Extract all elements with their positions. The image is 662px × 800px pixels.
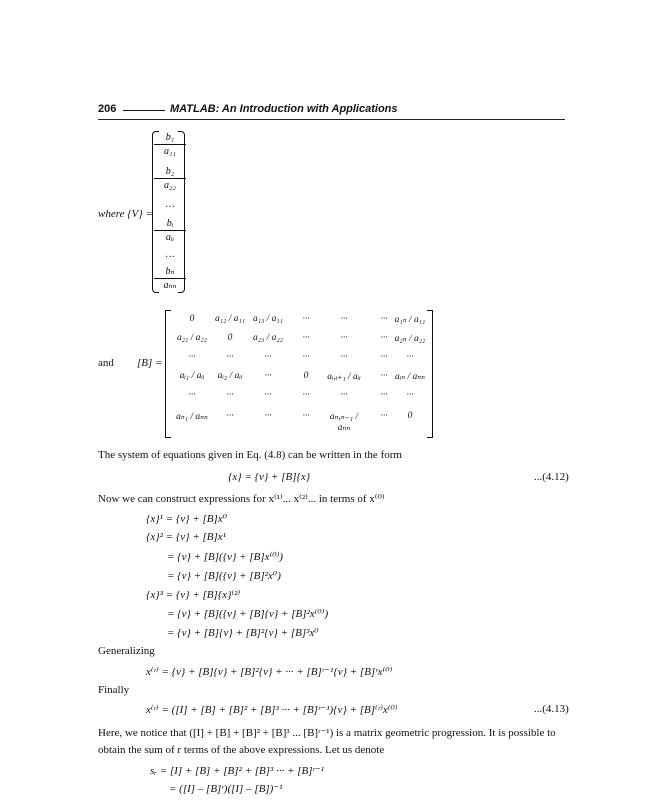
derivation-line-4: = {v} + [B]({v} + [B]²x⁰) [167,570,281,582]
v-num-2: b₂ [165,166,175,177]
matrix-cell-r2-c1: a₂₁ / a₂₂ [176,333,208,343]
matrix-cell-r3-c5: ··· [340,352,348,362]
equation-number-4-13: ...(4.13) [534,703,569,715]
v-entry-n [154,266,186,291]
matrix-cell-r2-c6: ··· [380,333,388,343]
v-num-i: bᵢ [166,218,174,229]
running-title: MATLAB: An Introduction with Applications [170,103,398,115]
derivation-line-2: {x}² = {v} + [B]x¹ [146,531,226,543]
matrix-cell-r6-c7: 0 [407,411,413,421]
matrix-cell-r3-c6: ··· [380,352,388,362]
sum-equation-2: = ([I] – [B]ʳ)([I] – [B])⁻¹ [169,783,283,795]
equation-general: x⁽ʳ⁾ = {v} + [B]{v} + [B]²{v} + ··· + [B]ʳ⁻¹{v} + [B]ʳx⁽⁰⁾ [146,666,393,678]
matrix-cell-r5-c6: ··· [380,390,388,400]
matrix-cell-r4-c4: 0 [303,371,309,381]
v-den-1: a₁₁ [164,146,176,157]
matrix-cell-r1-c2: a₁₂ / a₁₁ [214,314,246,324]
v-dots-2: ··· [165,252,175,263]
matrix-cell-r4-c3: ··· [264,371,272,381]
matrix-cell-r2-c4: ··· [302,333,310,343]
matrix-cell-r5-c4: ··· [302,390,310,400]
derivation-line-6: = {v} + [B]({v} + [B]{v} + [B]²x⁽⁰⁾) [167,608,329,620]
matrix-cell-r1-c3: a₁₃ / a₁₁ [252,314,284,324]
matrix-cell-r2-c7: a₂ₙ / a₂₂ [394,334,426,344]
matrix-cell-r4-c1: aᵢ₁ / aᵢᵢ [179,371,205,381]
matrix-cell-r3-c4: ··· [302,352,310,362]
header-rule [98,119,565,120]
matrix-cell-r6-c6: ··· [380,411,388,421]
derivation-line-7: = {v} + [B]{v} + [B]²{v} + [B]³x⁰ [167,627,319,639]
equation-4-13: x⁽ʳ⁾ = ([I] + [B] + [B]² + [B]³ ··· + [B]ʳ⁻¹){v} + [B]⁽ʳ⁾x⁽⁰⁾ [146,704,398,716]
matrix-cell-r1-c4: ··· [302,314,310,324]
sum-equation-1: sᵣ = [I] + [B] + [B]² + [B]³ ··· + [B]ʳ⁻¹ [150,765,325,777]
page-number: 206 [98,103,117,115]
v-entry-2 [154,166,186,191]
matrix-cell-r2-c5: ··· [340,333,348,343]
matrix-cell-r6-c4: ··· [302,411,310,421]
matrix-cell-r4-c2: aᵢ₂ / aᵢᵢ [217,371,243,381]
v-num-n: bₙ [165,266,175,277]
matrix-cell-r6-c3: ··· [264,411,272,421]
matrix-and-label: and [98,357,114,369]
equation-4-12: {x} = {v} + [B]{x} [228,471,311,483]
matrix-cell-r3-c2: ··· [226,352,234,362]
v-den-n: aₙₙ [163,280,177,291]
matrix-b [168,312,430,436]
header-dash [123,110,165,111]
matrix-cell-r5-c5: ··· [340,390,348,400]
v-num-1: b₁ [165,132,175,143]
v-den-i: aᵢᵢ [165,232,175,243]
matrix-cell-r2-c2: 0 [227,333,233,343]
matrix-cell-r6-c2: ··· [226,411,234,421]
v-entry-1 [154,132,186,157]
matrix-b-label: [B] = [137,357,163,369]
v-dots-1: ··· [165,202,175,213]
derivation-line-1: {x}¹ = {v} + [B]x⁰ [146,513,228,525]
vector-v-label: where {V} = [98,208,153,220]
matrix-cell-r1-c6: ··· [380,314,388,324]
matrix-cell-r5-c2: ··· [226,390,234,400]
matrix-cell-r6-c1: aₙ₁ / aₙₙ [176,412,208,422]
equation-number-4-12: ...(4.12) [534,471,569,483]
matrix-cell-r1-c5: ··· [340,314,348,324]
derivation-line-5: {x}³ = {v} + [B]{x}⁽²⁾ [146,589,241,601]
matrix-cell-r4-c5: aᵢ,ᵢ₊₁ / aᵢᵢ [327,372,361,382]
paragraph-construct: Now we can construct expressions for x⁽¹⁾... x⁽²⁾... in terms of x⁽⁰⁾ [98,493,385,505]
matrix-cell-r3-c7: ··· [406,352,414,362]
matrix-cell-r5-c7: ··· [406,390,414,400]
matrix-cell-r2-c3: a₂₃ / a₂₂ [252,333,284,343]
matrix-cell-r1-c1: 0 [189,314,195,324]
matrix-cell-r1-c7: a₁ₙ / a₁₁ [394,315,426,325]
matrix-cell-r5-c1: ··· [188,390,196,400]
derivation-line-3: = {v} + [B]({v} + [B]x⁽⁰⁾) [167,551,283,563]
v-entry-i [154,218,186,243]
matrix-cell-r6-c5: aₙ,ₙ₋₁ / aₙₙ [329,412,359,433]
paragraph-progression-1: Here, we notice that ([I] + [B] + [B]² + [B]³ ... [B]ʳ⁻¹) is a matrix geometric progression. It is possible to [98,727,556,739]
v-den-2: a₂₂ [164,180,176,191]
paragraph-system: The system of equations given in Eq. (4.8) can be written in the form [98,449,402,461]
matrix-cell-r5-c3: ··· [264,390,272,400]
paragraph-progression-2: obtain the sum of r terms of the above expressions. Let us denote [98,744,385,756]
matrix-cell-r3-c1: ··· [188,352,196,362]
matrix-cell-r4-c7: aᵢₙ / aₙₙ [395,372,425,382]
finally-label: Finally [98,684,130,696]
matrix-cell-r3-c3: ··· [264,352,272,362]
generalizing-label: Generalizing [98,645,155,657]
matrix-cell-r4-c6: ··· [380,371,388,381]
